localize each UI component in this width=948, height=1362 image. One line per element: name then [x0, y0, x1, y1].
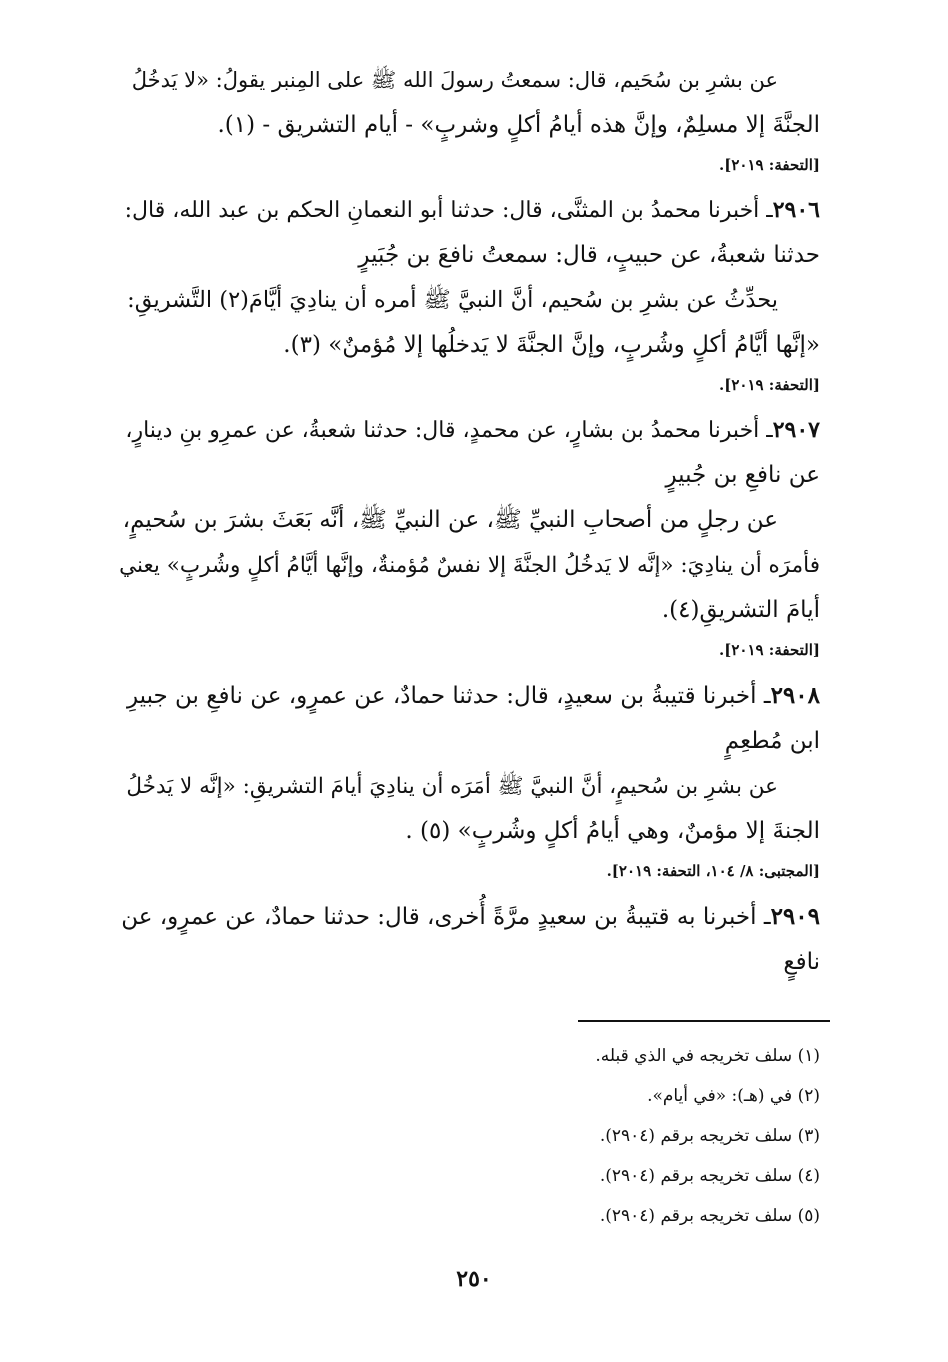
hadith-number: ٢٩٠٧ — [772, 417, 820, 443]
footnotes — [420, 1036, 820, 1236]
footnote: (١) سلف تخريجه في الذي قبله. — [595, 1046, 820, 1066]
text-line: الجنَّةَ إلا مسلِمٌ، وإنَّ هذه أيامُ أكلٍ وشربٍ» - أيام التشريق - (١). — [217, 112, 820, 138]
hadith-line-numbered — [118, 408, 820, 453]
footnote: (٤) سلف تخريجه برقم (٢٩٠٤). — [599, 1166, 820, 1186]
text-line: عن بشرِ بن سُحيمٍ، أنَّ النبيَّ ﷺ أمَرَه أن ينادِيَ أيامَ التشريقِ: «إنَّه لا يَدخُلُ — [126, 774, 778, 799]
text-line: فأمرَه أن ينادِيَ: «إنَّه لا يَدخُلُ الجنَّةَ إلا نفسٌ مُؤمنةٌ، وإنَّها أيَّامُ أكلٍ وشُربٍ» يعني — [119, 553, 820, 578]
text-line: يحدِّثُ عن بشرِ بن سُحيم، أنَّ النبيَّ ﷺ أمره أن ينادِيَ أيَّامَ(٢) التَّشريقِ: — [127, 287, 778, 313]
hadith-line-numbered — [118, 673, 820, 719]
hadith-text: ـ أخبرنا قتيبةُ بن سعيدٍ، قال: حدثنا حمادٌ، عن عمرٍو، عن نافعِ بن جبيرِ — [126, 683, 771, 709]
footnote: (٣) سلف تخريجه برقم (٢٩٠٤). — [599, 1126, 820, 1146]
text-line: عن رجلٍ من أصحابِ النبيِّ ﷺ، عن النبيِّ ﷺ، أنَّه بَعَثَ بشرَ بن سُحيمٍ، — [122, 507, 778, 533]
footnote: (٢) في (هـ): «في أيام». — [647, 1086, 820, 1106]
text-line: نافعٍ — [783, 949, 820, 975]
text-line: ابن مُطعِمٍ — [724, 728, 820, 754]
source-reference: [التحفة: ٢٠١٩]. — [719, 641, 820, 659]
text-line: أيامَ التشريقِ(٤). — [661, 597, 820, 623]
text-line: الجنةَ إلا مؤمنٌ، وهي أيامُ أكلٍ وشُربٍ» (٥) . — [405, 818, 820, 844]
hadith-number: ٢٩٠٩ — [770, 903, 820, 930]
footnote: (٥) سلف تخريجه برقم (٢٩٠٤). — [599, 1206, 820, 1226]
text-line: عن بشرِ بن سُحَيم، قال: سمعتُ رسولَ الله ﷺ على المِنبر يقولُ: «لا يَدخُلُ — [131, 68, 778, 92]
footnote-separator — [578, 1020, 830, 1022]
hadith-number: ٢٩٠٨ — [770, 682, 820, 709]
source-reference: [التحفة: ٢٠١٩]. — [719, 376, 820, 394]
hadith-text: ـ أخبرنا محمدُ بن بشارٍ، عن محمدٍ، قال: حدثنا شعبةُ، عن عمرِو بنِ دينارٍ، — [125, 418, 773, 443]
hadith-line-numbered — [118, 894, 820, 940]
text-line: «إنَّها أيَّامُ أكلٍ وشُربٍ، وإنَّ الجنَّةَ لا يَدخلُها إلا مُؤمنٌ» (٣). — [283, 332, 820, 358]
text-line: حدثنا شعبةُ، عن حبيبٍ، قال: سمعتُ نافعَ بن جُبَيرٍ — [358, 242, 820, 268]
text-line: عن نافعِ بن جُبيرٍ — [665, 462, 820, 488]
body-text — [118, 58, 820, 985]
hadith-number: ٢٩٠٦ — [772, 197, 820, 223]
hadith-text: ـ أخبرنا به قتيبةُ بن سعيدٍ مرَّةً أُخرى، قال: حدثنا حمادٌ، عن عمرٍو، عن — [121, 904, 771, 930]
page-number: ٢٥٠ — [456, 1266, 492, 1292]
source-reference: [التحفة: ٢٠١٩]. — [719, 156, 820, 174]
hadith-line-numbered — [118, 188, 820, 233]
hadith-text: ـ أخبرنا محمدُ بن المثنَّى، قال: حدثنا أبو النعمانِ الحكم بن عبد الله، قال: — [124, 198, 773, 223]
source-reference: [المجتبى: ٨/ ١٠٤، التحفة: ٢٠١٩]. — [606, 862, 820, 880]
